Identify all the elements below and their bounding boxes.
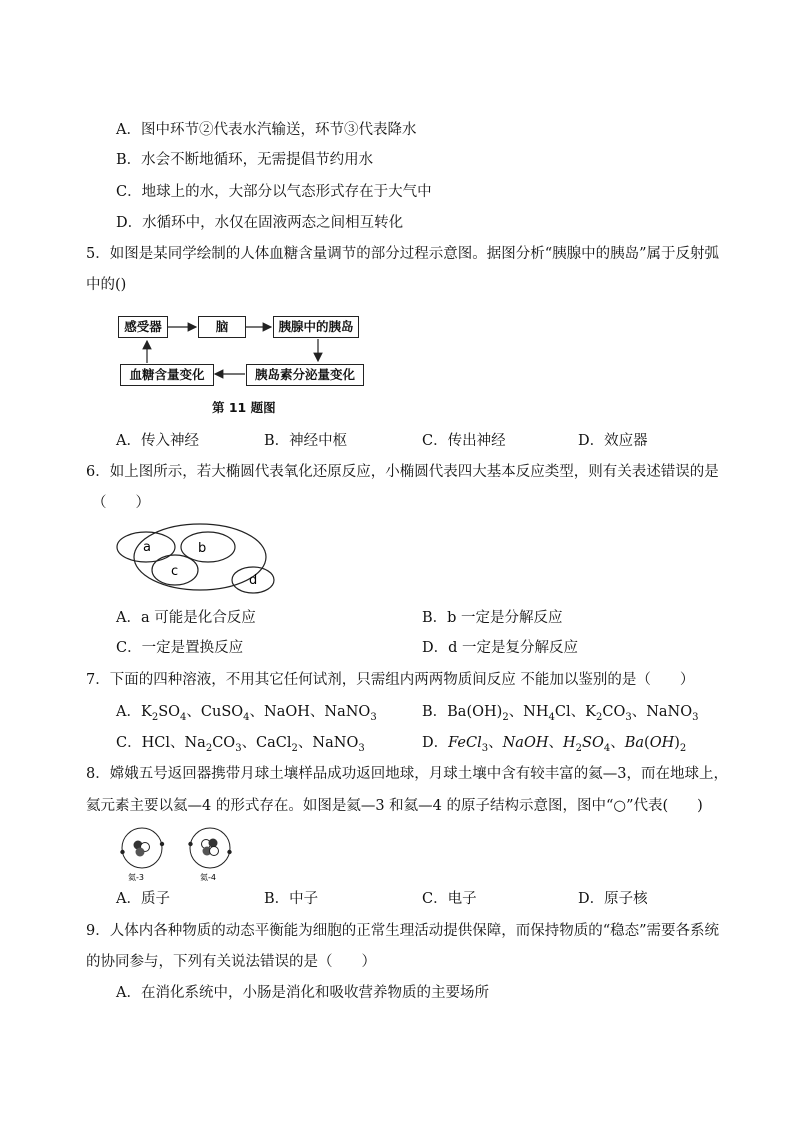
- q4-option-b: B．水会不断地循环，无需提倡节约用水: [116, 152, 374, 168]
- q5-option-b: B．神经中枢: [264, 433, 348, 449]
- islet-box: 胰腺中的胰岛: [273, 316, 359, 338]
- q6-option-c: C．一定是置换反应: [116, 640, 244, 656]
- he4-neutron-2: [210, 847, 219, 856]
- q6-stem-line1: 6．如上图所示，若大椭圆代表氧化还原反应，小椭圆代表四大基本反应类型，则有关表述错误的是: [86, 464, 719, 480]
- q7-option-a: A．$K_2SO_4$、CuSO$_4$、NaOH、NaNO$_3$: [116, 704, 377, 723]
- brain-box: 脑: [198, 316, 246, 338]
- diagram-caption: 第 11 题图: [212, 400, 276, 415]
- he3-electron-right: [160, 842, 164, 846]
- q8-option-a: A．质子: [116, 891, 170, 907]
- q5-option-a: A．传入神经: [116, 433, 199, 449]
- q4-option-c: C．地球上的水，大部分以气态形式存在于大气中: [116, 184, 432, 200]
- q8-option-c: C．电子: [422, 891, 477, 907]
- q6-option-a: A．a 可能是化合反应: [116, 610, 256, 626]
- q6-option-d: D．d 一定是复分解反应: [422, 640, 579, 656]
- large-ellipse: [134, 524, 266, 590]
- q9-stem-line1: 9．人体内各种物质的动态平衡能为细胞的正常生理活动提供保障，而保持物质的“稳态”需要各系统: [86, 923, 720, 939]
- diagram-arrows: [110, 310, 380, 400]
- he4-label: 氦-4: [200, 873, 216, 882]
- q9-stem-line2: 的协同参与，下列有关说法错误的是（ ）: [86, 954, 376, 970]
- helium-atom-diagrams: [114, 824, 254, 884]
- q7-option-d: D．FeCl$_3$、NaOH、$H_2SO_4$、$Ba(OH)_2$: [422, 735, 687, 754]
- q7-stem: 7．下面的四种溶液，不用其它任何试剂，只需组内两两物质间反应 不能加以鉴别的是（ ）: [86, 672, 695, 688]
- q8-stem-line2: 氦元素主要以氦—4 的形式存在。如图是氦—3 和氦—4 的原子结构示意图，图中“○”代表( ): [86, 798, 703, 814]
- he3-label: 氦-3: [128, 873, 144, 882]
- q5-option-d: D．效应器: [578, 433, 648, 449]
- q6-option-b: B．b 一定是分解反应: [422, 610, 563, 626]
- he3-electron-left: [120, 850, 124, 854]
- q6-venn-diagram: [110, 522, 290, 596]
- label-a: a: [143, 540, 151, 555]
- q8-option-b: B．中子: [264, 891, 319, 907]
- label-c: c: [171, 564, 179, 579]
- q4-option-a: A．图中环节②代表水汽输送，环节③代表降水: [116, 122, 417, 138]
- glucose-box: 血糖含量变化: [120, 364, 214, 386]
- receptor-box: 感受器: [118, 316, 168, 338]
- q7-option-b: B．$Ba(OH)_2$、$NH_4Cl$、$K_2CO_3$、NaNO$_3$: [422, 704, 699, 723]
- q5-stem-line1: 5．如图是某同学绘制的人体血糖含量调节的部分过程示意图。据图分析“胰腺中的胰岛”属于反射弧: [86, 246, 720, 262]
- q7-option-c: C．HCl、$Na_2CO_3$、CaCl$_2$、NaNO$_3$: [116, 735, 365, 754]
- he4-electron-left: [188, 842, 192, 846]
- q8-option-d: D．原子核: [578, 891, 648, 907]
- insulin-box: 胰岛素分泌量变化: [246, 364, 364, 386]
- q9-option-a: A．在消化系统中，小肠是消化和吸收营养物质的主要场所: [116, 985, 489, 1001]
- he3-proton-2: [136, 848, 145, 857]
- q6-stem-line2: （ ）: [92, 495, 150, 511]
- q4-option-d: D．水循环中，水仅在固液两态之间相互转化: [116, 215, 404, 231]
- q8-stem-line1: 8．嫦娥五号返回器携带月球土壤样品成功返回地球，月球土壤中含有较丰富的氦—3，而在地球上，: [86, 766, 728, 782]
- label-d: d: [249, 573, 258, 588]
- q5-stem-line2: 中的(): [86, 277, 127, 293]
- he4-electron-right: [227, 850, 231, 854]
- q5-option-c: C．传出神经: [422, 433, 506, 449]
- label-b: b: [198, 541, 207, 556]
